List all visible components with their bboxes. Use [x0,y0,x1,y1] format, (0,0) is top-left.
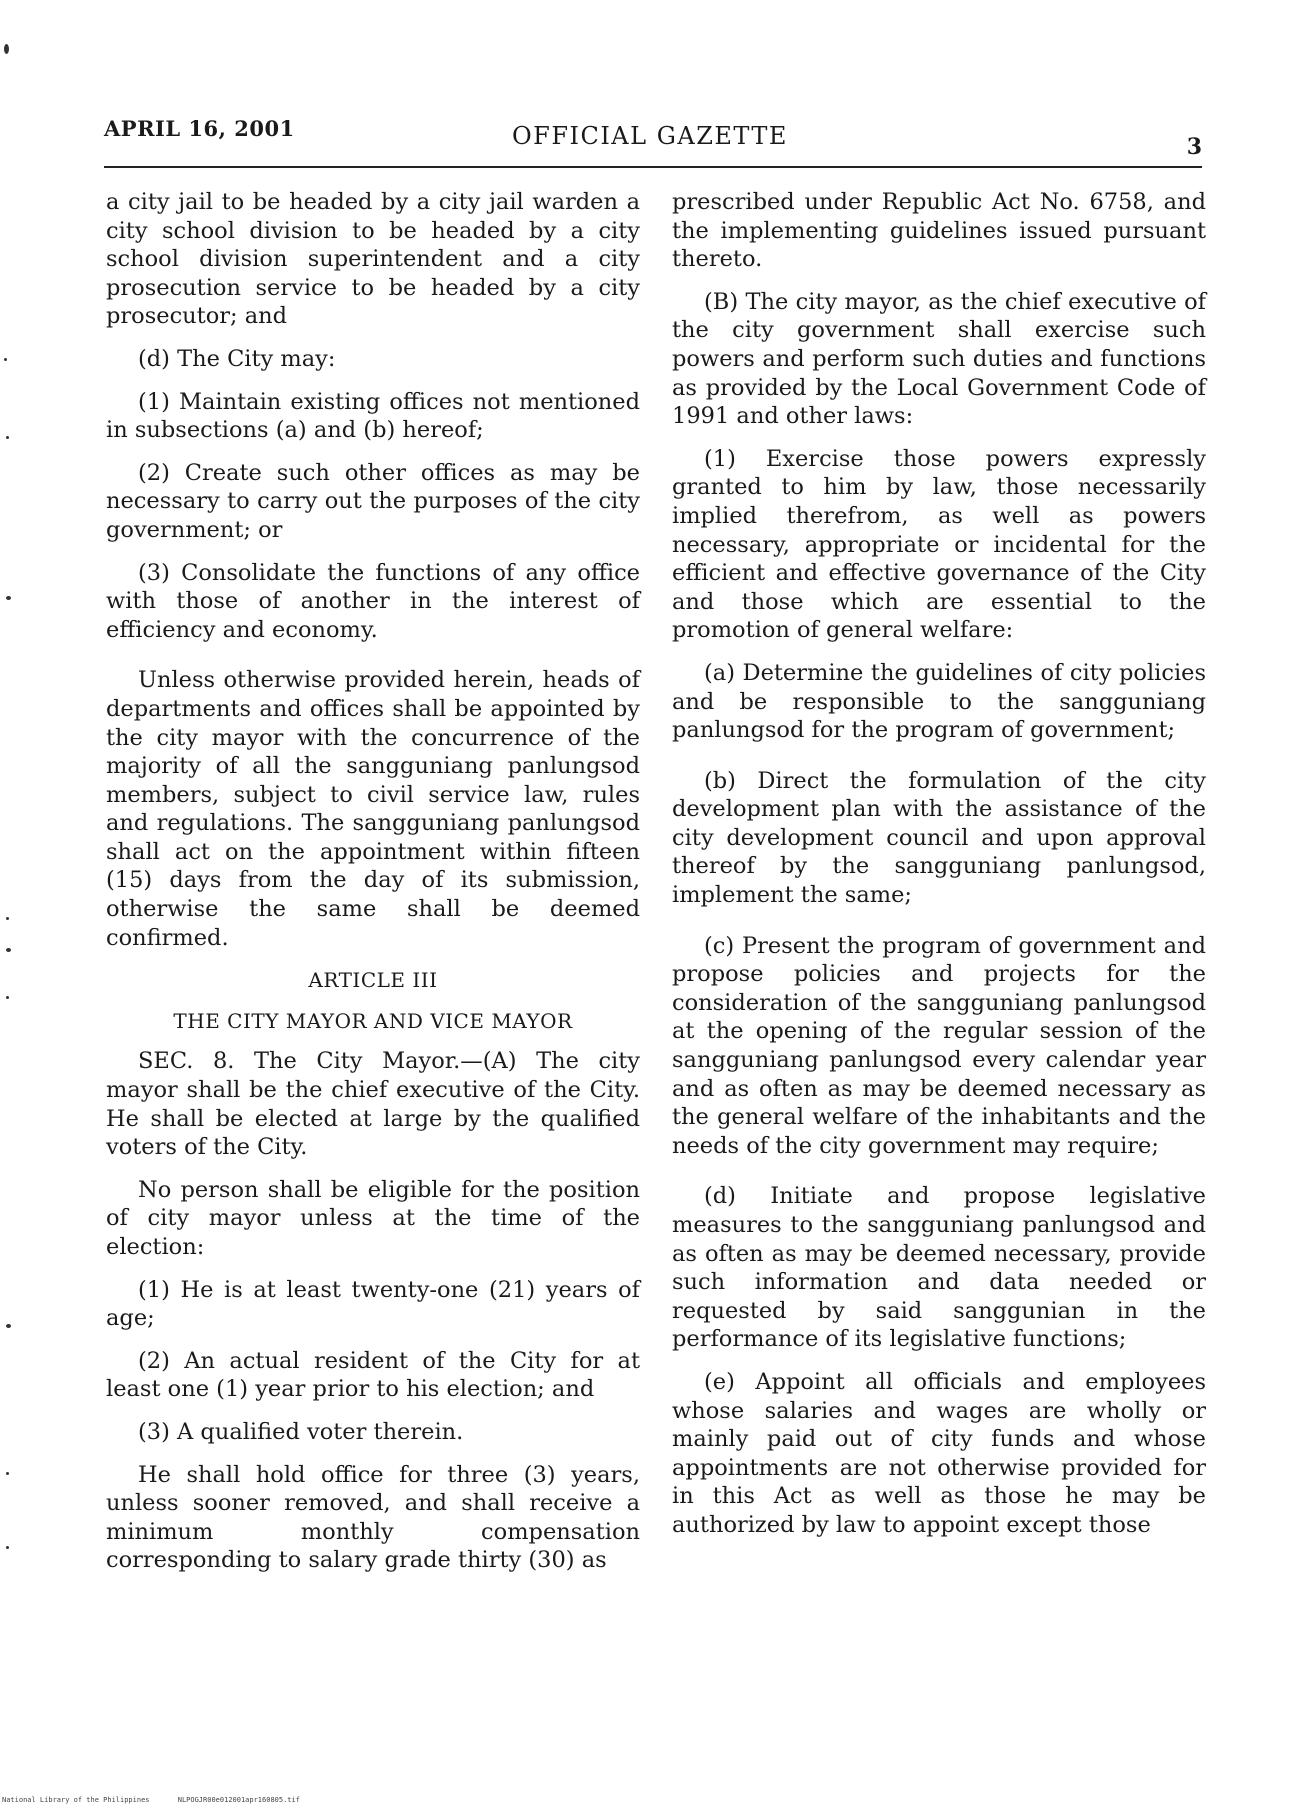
scan-speck [6,436,9,439]
paragraph: (3) Consolidate the functions of any office with those of another in the interest of efficiency and economy. [106,559,640,643]
paragraph: (3) A qualified voter therein. [138,1418,464,1445]
scan-speck [6,917,9,920]
paragraph: (2) An actual resident of the City for at least one (1) year prior to his election; and [106,1347,640,1403]
paragraph: (B) The city mayor, as the chief executive of the city government shall exercise such powers and perform such duties and functions as provided by the Local Government Code of 1991 and other laws: [672,288,1206,430]
paragraph: (d) Initiate and propose legislative measures to the sangguniang panlungsod and as often as may be deemed necessary, provide such information and data needed or requested by said sanggunian in the performance of its legislative functions; [672,1183,1206,1353]
paragraph: (a) Determine the guidelines of city policies and be responsible to the sangguniang panlungsod for the program of government; [672,659,1206,744]
scan-speck [6,996,9,999]
header-title: OFFICIAL GAZETTE [512,122,788,150]
paragraph: He shall hold office for three (3) years, unless sooner removed, and shall receive a minimum monthly compensation corresponding to salary grade thirty (30) as [106,1461,640,1574]
header-rule [104,166,1202,168]
left-column [106,188,640,1589]
paragraph: (1) He is at least twenty-one (21) years of age; [106,1276,640,1332]
paragraph: a city jail to be headed by a city jail warden a city school division to be headed by a city school division superintendent and a city prosecution service to be headed by a city prosecutor; and [106,189,640,330]
paragraph: SEC. 8. The City Mayor.—(A) The city mayor shall be the chief executive of the City. He shall be elected at large by the qualified voters of the City. [106,1048,640,1161]
footer-filename: NLPOGJR00e012001apr160805.tif [177,1796,300,1804]
paragraph: (2) Create such other offices as may be necessary to carry out the purposes of the city government; or [106,459,640,543]
page-number: 3 [1186,134,1202,160]
scan-footer [2,1796,324,1804]
paragraph: (c) Present the program of government and propose policies and projects for the consideration of the sangguniang panlungsod at the opening of the regular session of the sangguniang panlungsod every calendar year and as often as may be deemed necessary as the general welfare of the inhabitants and the needs of the city government may require; [672,932,1206,1159]
paragraph: (b) Direct the formulation of the city development plan with the assistance of the city development council and upon approval thereof by the sangguniang panlungsod, implement the same; [672,767,1206,909]
paragraph: (e) Appoint all officials and employees whose salaries and wages are wholly or mainly paid out of city funds and whose appointments are not otherwise provided for in this Act as well as those he may be authorized by law to appoint except those [672,1368,1206,1538]
paragraph: (d) The City may: [138,345,336,372]
header-date: APRIL 16, 2001 [104,116,295,141]
scan-speck [6,596,11,600]
footer-library: National Library of the Philippines [2,1796,150,1804]
scan-speck [6,1324,11,1328]
right-column [672,188,1206,1554]
scan-speck [6,948,11,952]
paragraph: Unless otherwise provided herein, heads of departments and offices shall be appointed by the city mayor with the concurrence of the majority of all the sangguniang panlungsod members, subject to civil service law, rules and regulations. The sangguniang panlungsod shall act on the appointment within fifteen (15) days from the day of its submission, otherwise the same shall be deemed confirmed. [106,667,640,951]
article-heading: ARTICLE III [308,968,438,993]
paragraph: (1) Maintain existing offices not mentioned in subsections (a) and (b) hereof; [106,388,640,444]
scan-speck [6,1546,9,1549]
scan-speck [4,44,9,54]
paragraph: No person shall be eligible for the position of city mayor unless at the time of the election: [106,1176,640,1260]
scan-speck [4,358,7,361]
page-header [104,112,1202,162]
article-subheading: THE CITY MAYOR AND VICE MAYOR [173,1008,573,1033]
paragraph: prescribed under Republic Act No. 6758, and the implementing guidelines issued pursuant thereto. [672,189,1206,273]
paragraph: (1) Exercise those powers expressly granted to him by law, those necessarily implied therefrom, as well as powers necessary, appropriate or incidental for the efficient and effective governance of the City and those which are essential to the promotion of general welfare: [672,445,1206,644]
scan-speck [6,1472,9,1475]
